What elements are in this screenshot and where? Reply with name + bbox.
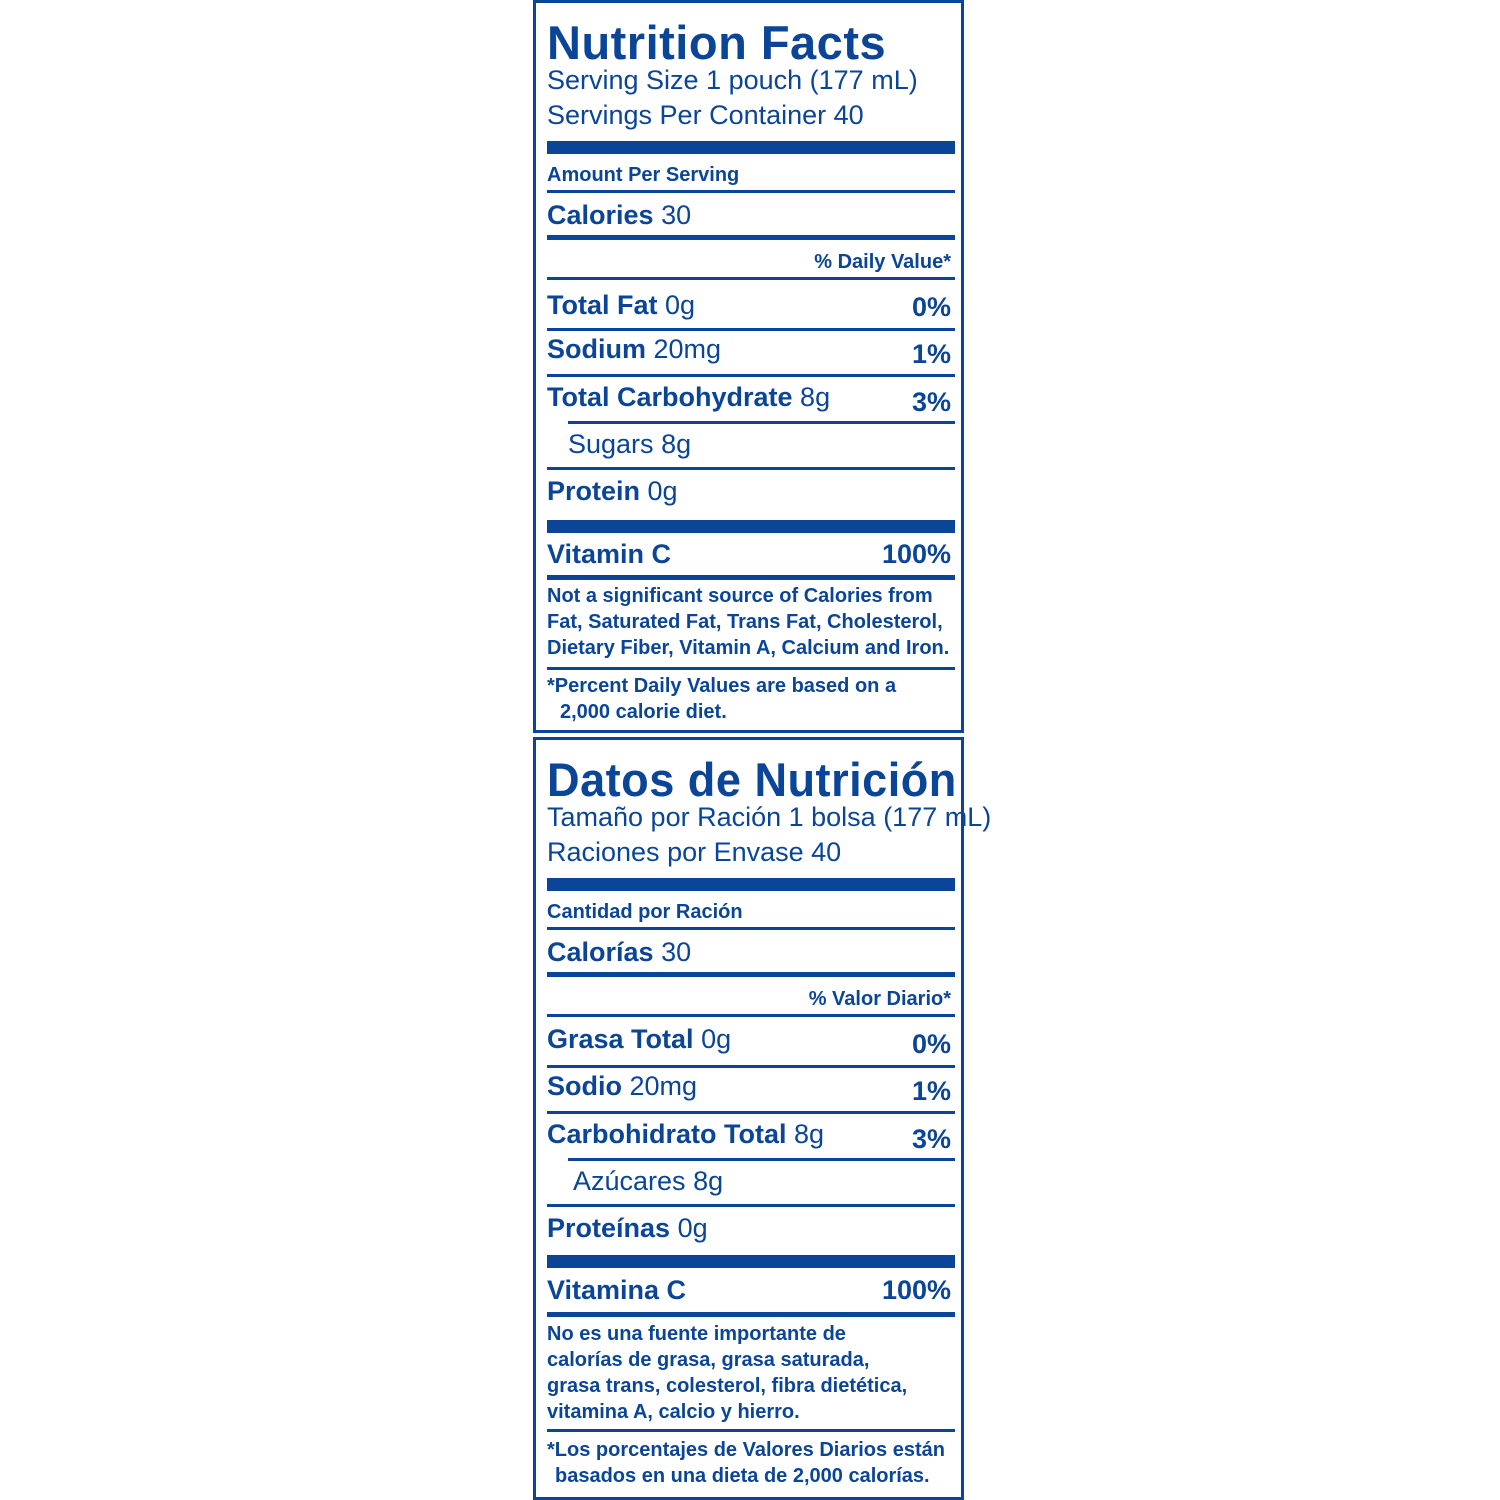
thick-divider bbox=[547, 141, 955, 154]
nutrient-row-sub: Azúcares 8g bbox=[573, 1166, 724, 1196]
daily-value-percent: 0% bbox=[911, 1029, 951, 1059]
serving-size: Tamaño por Ración 1 bolsa (177 mL) bbox=[547, 802, 992, 832]
nutrient-row-sub: Sugars 8g bbox=[568, 429, 692, 459]
divider bbox=[547, 374, 955, 377]
amount-per-serving: Amount Per Serving bbox=[547, 164, 740, 186]
vitamin-row: Vitamin C bbox=[547, 539, 672, 569]
vitamin-percent: 100% bbox=[881, 539, 951, 569]
medium-divider bbox=[547, 972, 955, 977]
divider bbox=[547, 190, 955, 193]
divider bbox=[547, 328, 955, 331]
nutrition-facts-panel bbox=[533, 0, 964, 733]
divider bbox=[547, 1111, 955, 1114]
divider bbox=[568, 421, 955, 424]
divider bbox=[547, 467, 955, 470]
datos-de-nutricion-panel bbox=[533, 737, 992, 1500]
daily-value-percent: 1% bbox=[911, 339, 951, 369]
nutrient-row: Total Fat 0g bbox=[547, 290, 696, 320]
thick-divider bbox=[547, 1255, 955, 1268]
medium-divider bbox=[547, 1312, 955, 1317]
divider bbox=[547, 277, 955, 280]
divider bbox=[547, 1429, 955, 1432]
nutrient-row: Sodium 20mg bbox=[547, 334, 722, 364]
divider bbox=[547, 1065, 955, 1068]
footnote-line-1: *Percent Daily Values are based on a bbox=[547, 675, 897, 697]
daily-value-percent: 3% bbox=[911, 387, 951, 417]
footnote-line-1: *Los porcentajes de Valores Diarios están bbox=[547, 1439, 945, 1461]
vitamin-row: Vitamina C bbox=[547, 1275, 687, 1305]
medium-divider bbox=[547, 575, 955, 580]
servings-per-container: Raciones por Envase 40 bbox=[547, 837, 842, 867]
panel-title: Nutrition Facts bbox=[547, 16, 887, 69]
not-significant-note: No es una fuente importante de calorías de grasa, grasa saturada, grasa trans, colesterol, fibra dietética, vitamina A, calcio y hierro. bbox=[547, 1323, 908, 1423]
thick-divider bbox=[547, 878, 955, 891]
nutrient-row: Sodio 20mg bbox=[547, 1071, 698, 1101]
panel-title: Datos de Nutrición bbox=[547, 753, 957, 806]
daily-value-percent: 1% bbox=[911, 1076, 951, 1106]
calories-value: 30 bbox=[661, 200, 692, 230]
thick-divider bbox=[547, 520, 955, 533]
medium-divider bbox=[547, 235, 955, 240]
divider bbox=[547, 667, 955, 670]
nutrient-row: Proteínas 0g bbox=[547, 1213, 708, 1243]
calories-label: Calories bbox=[547, 200, 654, 230]
footnote-line-2: 2,000 calorie diet. bbox=[560, 701, 727, 723]
footnote-line-2: basados en una dieta de 2,000 calorías. bbox=[555, 1465, 930, 1487]
divider bbox=[547, 927, 955, 930]
daily-value-percent: 0% bbox=[911, 292, 951, 322]
daily-value-percent: 3% bbox=[911, 1124, 951, 1154]
not-significant-note: Not a significant source of Calories from Fat, Saturated Fat, Trans Fat, Cholesterol, Dietary Fiber, Vitamin A, Calcium and Iron. bbox=[547, 585, 950, 659]
divider bbox=[547, 1204, 955, 1207]
servings-per-container: Servings Per Container 40 bbox=[547, 100, 864, 130]
divider bbox=[568, 1158, 955, 1161]
nutrient-row: Total Carbohydrate 8g bbox=[547, 382, 831, 412]
nutrient-row: Carbohidrato Total 8g bbox=[547, 1119, 825, 1149]
daily-value-header: % Daily Value* bbox=[814, 251, 951, 273]
calories-label: Calorías bbox=[547, 937, 654, 967]
calories-row bbox=[547, 939, 691, 966]
divider bbox=[547, 1014, 955, 1017]
vitamin-percent: 100% bbox=[881, 1275, 951, 1305]
calories-value: 30 bbox=[661, 937, 692, 967]
serving-size: Serving Size 1 pouch (177 mL) bbox=[547, 65, 918, 95]
calories-row bbox=[547, 202, 691, 229]
nutrient-row: Grasa Total 0g bbox=[547, 1024, 732, 1054]
daily-value-header: % Valor Diario* bbox=[808, 988, 951, 1010]
amount-per-serving: Cantidad por Ración bbox=[547, 901, 743, 923]
nutrient-row: Protein 0g bbox=[547, 476, 678, 506]
